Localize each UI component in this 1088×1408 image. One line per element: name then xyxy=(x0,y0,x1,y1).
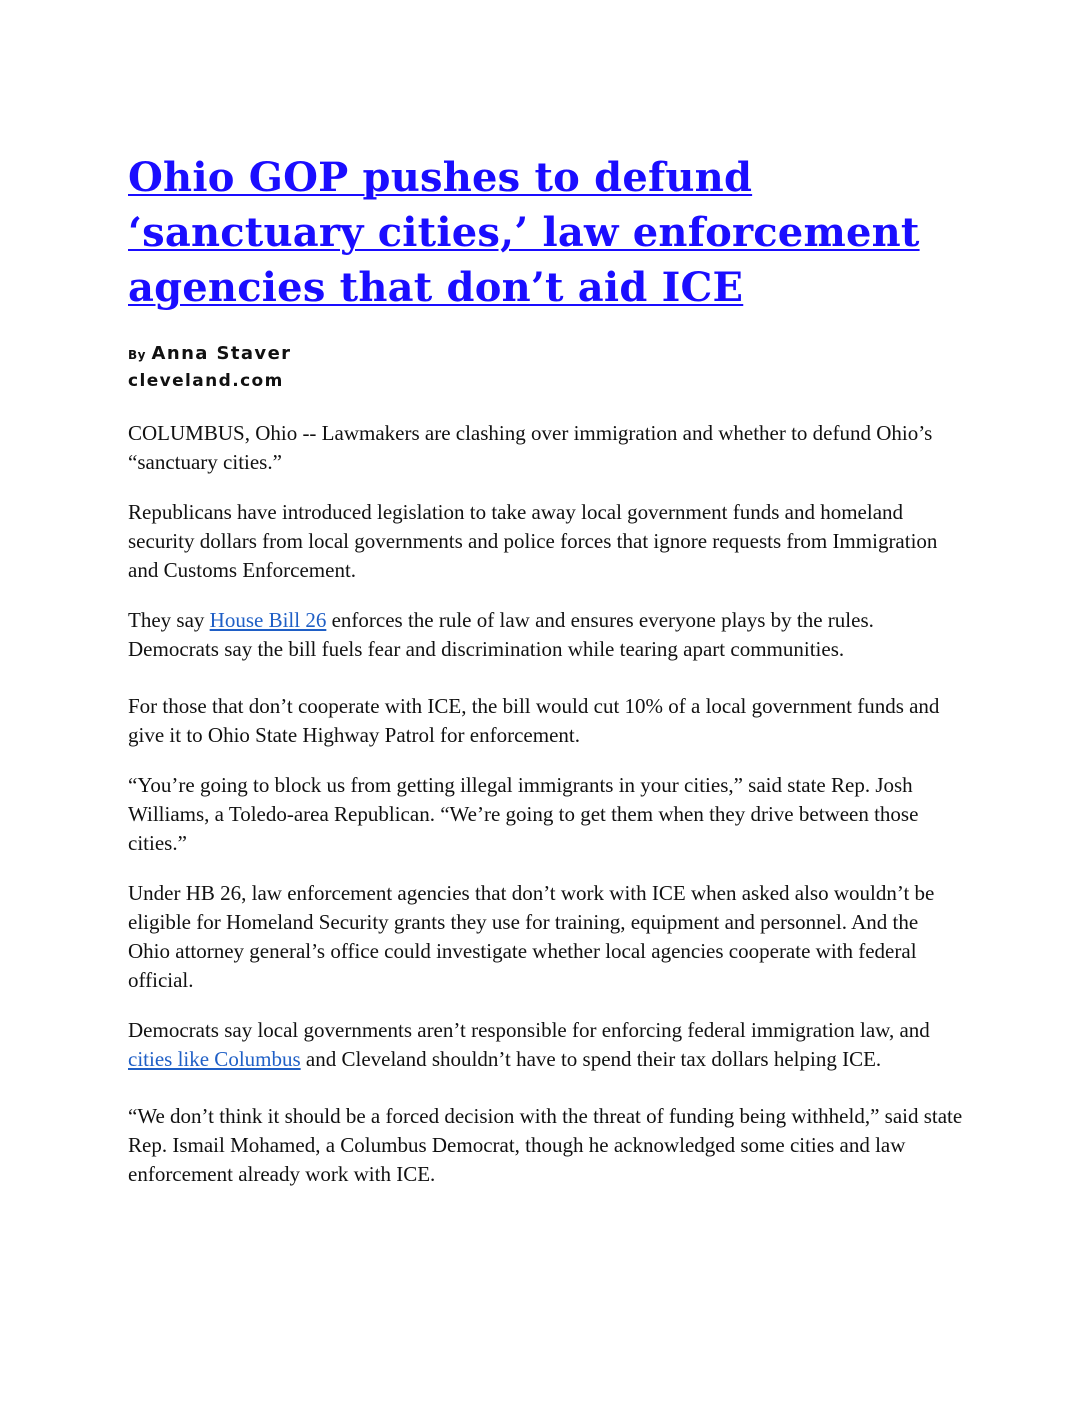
byline-author-line xyxy=(128,341,963,368)
paragraph-3-text-a: They say xyxy=(128,608,210,632)
byline-prefix: By xyxy=(128,348,146,362)
paragraph-4: For those that don’t cooperate with ICE, the bill would cut 10% of a local government funds and give it to Ohio State Highway Patrol for enforcement. xyxy=(128,694,940,747)
article xyxy=(128,150,963,1189)
headline-link[interactable]: Ohio GOP pushes to defund ‘sanctuary cities,’ law enforcement agencies that don’t aid ICE xyxy=(128,154,920,311)
paragraph-8: “We don’t think it should be a forced decision with the threat of funding being withheld,” said state Rep. Ismail Mohamed, a Columbus Democrat, though he acknowledged some cities and law enforcement already work with ICE. xyxy=(128,1104,963,1186)
author-name: Anna Staver xyxy=(151,343,292,364)
house-bill-26-link[interactable]: House Bill 26 xyxy=(209,608,327,632)
paragraph-7-text-b: and Cleveland shouldn’t have to spend their tax dollars helping ICE. xyxy=(300,1047,882,1071)
headline xyxy=(128,150,963,315)
paragraph-5: “You’re going to block us from getting illegal immigrants in your cities,” said state Rep. Josh Williams, a Toledo-area Republican. “We’re going to get them when they drive between those cities.” xyxy=(128,773,919,855)
source-name: cleveland.com xyxy=(128,371,284,391)
paragraph-7 xyxy=(128,1016,963,1074)
paragraph-3-text-b: enforces the rule of law and ensures everyone plays by the rules. Democrats say the bill fuels fear and discrimination while tearing apart communities. xyxy=(128,608,874,661)
cities-like-columbus-link[interactable]: cities like Columbus xyxy=(128,1047,301,1071)
paragraph-6: Under HB 26, law enforcement agencies that don’t work with ICE when asked also wouldn’t be eligible for Homeland Security grants they use for training, equipment and personnel. And the Ohio attorney general’s office could investigate whether local agencies cooperate with federal official. xyxy=(128,881,935,992)
paragraph-7-text-a: Democrats say local governments aren’t responsible for enforcing federal immigration law, and xyxy=(128,1018,930,1042)
paragraph-3 xyxy=(128,606,963,664)
article-body xyxy=(128,419,963,1189)
paragraph-1: COLUMBUS, Ohio -- Lawmakers are clashing over immigration and whether to defund Ohio’s “sanctuary cities.” xyxy=(128,421,933,474)
byline xyxy=(128,341,963,394)
paragraph-2: Republicans have introduced legislation to take away local government funds and homeland security dollars from local governments and police forces that ignore requests from Immigration and Customs Enforcement. xyxy=(128,500,938,582)
